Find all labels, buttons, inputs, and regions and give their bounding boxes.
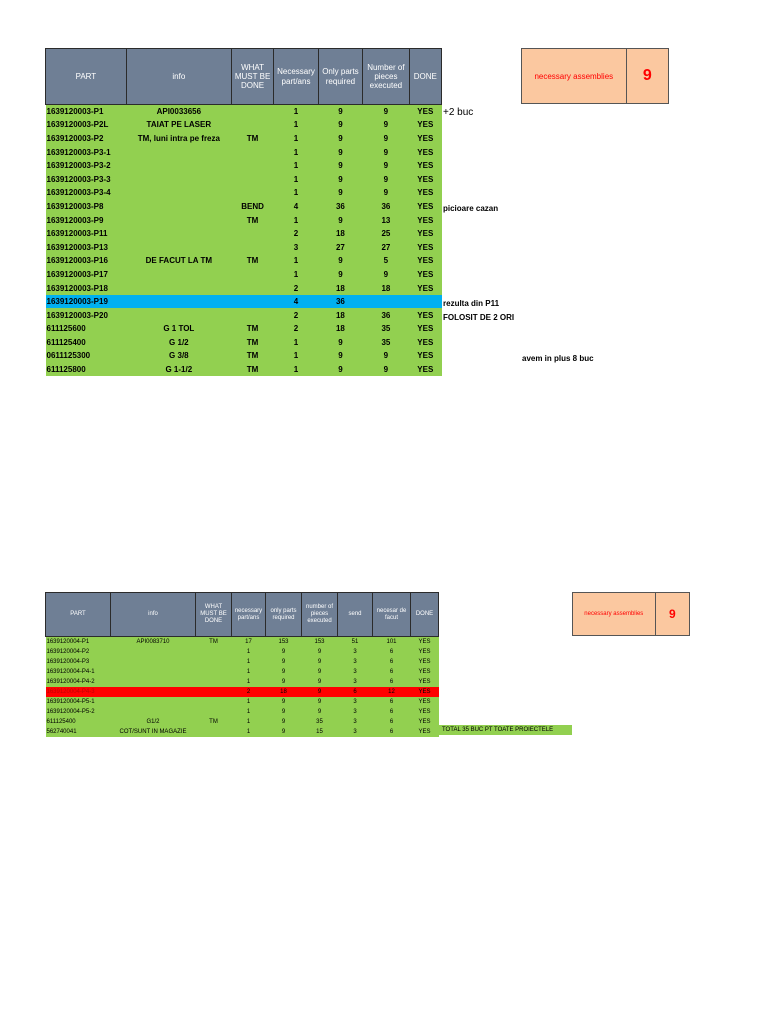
cell-necesar[interactable]: 12 [373,687,411,697]
cell-done[interactable]: YES [411,647,439,657]
header-info[interactable]: info [111,593,196,637]
table-row [46,727,439,737]
cell-nec[interactable]: 1 [274,172,318,186]
cell-what[interactable] [196,727,232,737]
cell-num[interactable]: 25 [363,227,409,241]
cell-done[interactable]: YES [411,697,439,707]
cell-nec[interactable]: 1 [274,132,318,146]
table-row [46,105,442,119]
table-row [46,349,442,363]
cell-send[interactable]: 3 [338,717,373,727]
table-row [46,240,442,254]
cell-num[interactable]: 9 [363,172,409,186]
cell-part[interactable]: 1639120003-P18 [46,281,127,295]
cell-nec[interactable]: 1 [274,349,318,363]
cell-done[interactable]: YES [409,145,441,159]
cell-nec[interactable]: 3 [274,240,318,254]
cell-what[interactable] [231,159,273,173]
cell-info[interactable] [126,200,231,214]
cell-nec[interactable]: 2 [274,322,318,336]
cell-only[interactable]: 18 [318,322,362,336]
cell-num[interactable]: 9 [302,677,338,687]
cell-part[interactable]: 1639120003-P11 [46,227,127,241]
cell-what[interactable]: TM [231,254,273,268]
cell-nec[interactable]: 2 [274,308,318,322]
cell-send[interactable]: 6 [338,687,373,697]
cell-nec[interactable]: 1 [274,105,318,119]
cell-what[interactable]: TM [196,717,232,727]
cell-only[interactable]: 36 [318,295,362,309]
cell-num[interactable]: 13 [363,213,409,227]
cell-necesar[interactable]: 6 [373,717,411,727]
table-row [46,132,442,146]
cell-send[interactable]: 3 [338,647,373,657]
header-info[interactable]: info [126,49,231,105]
cell-num[interactable]: 9 [363,186,409,200]
cell-done[interactable]: YES [409,322,441,336]
cell-part[interactable]: 1639120003-P3-1 [46,145,127,159]
cell-num[interactable]: 9 [302,707,338,717]
cell-only[interactable]: 9 [318,172,362,186]
cell-only[interactable]: 9 [318,268,362,282]
table-row [46,159,442,173]
cell-info[interactable]: G 1 TOL [126,322,231,336]
table-row [46,667,439,677]
table-row [46,118,442,132]
cell-only[interactable]: 9 [266,667,302,677]
cell-done[interactable]: YES [409,132,441,146]
cell-info[interactable] [126,186,231,200]
cell-done[interactable]: YES [409,200,441,214]
table-row [46,697,439,707]
cell-info[interactable]: G 3/8 [126,349,231,363]
necessary-assemblies-label[interactable]: necessary assemblies [573,593,656,635]
table-row [46,200,442,214]
cell-only[interactable]: 9 [266,697,302,707]
cell-done[interactable]: YES [409,227,441,241]
cell-only[interactable]: 18 [318,281,362,295]
cell-info[interactable] [126,308,231,322]
cell-num[interactable]: 9 [363,159,409,173]
cell-done[interactable]: YES [411,717,439,727]
cell-nec[interactable]: 1 [274,159,318,173]
cell-nec[interactable]: 1 [232,717,266,727]
cell-send[interactable]: 3 [338,657,373,667]
cell-part[interactable]: 611125800 [46,363,127,377]
table-row [46,213,442,227]
cell-done[interactable]: YES [411,637,439,647]
cell-nec[interactable]: 1 [232,647,266,657]
cell-only[interactable]: 9 [266,657,302,667]
cell-num[interactable]: 27 [363,240,409,254]
header-number-of-pieces-executed[interactable]: Number of pieces executed [363,49,409,105]
cell-part[interactable]: 1639120003-P17 [46,268,127,282]
table-row [46,254,442,268]
necessary-assemblies-box [521,48,669,104]
cell-only[interactable]: 9 [266,647,302,657]
cell-only[interactable]: 9 [318,254,362,268]
cell-nec[interactable]: 1 [232,667,266,677]
cell-part[interactable]: 1639120003-P8 [46,200,127,214]
note-avem-in-plus[interactable]: avem in plus 8 buc [522,354,594,363]
cell-what[interactable] [196,657,232,667]
cell-info[interactable]: API0033656 [126,105,231,119]
cell-info[interactable] [111,677,196,687]
cell-nec[interactable]: 1 [274,118,318,132]
cell-only[interactable]: 153 [266,637,302,647]
header-done[interactable]: DONE [409,49,441,105]
parts-table-2 [45,592,439,737]
cell-nec[interactable]: 1 [274,186,318,200]
cell-num[interactable]: 5 [363,254,409,268]
table-row [46,295,442,309]
cell-info[interactable]: G 1-1/2 [126,363,231,377]
header-necessary-part-ans[interactable]: necessary part/ans [232,593,266,637]
cell-num[interactable] [363,295,409,309]
cell-part[interactable]: 1639120003-P19 [46,295,127,309]
cell-done[interactable]: YES [409,172,441,186]
cell-only[interactable]: 9 [266,677,302,687]
cell-nec[interactable]: 1 [232,697,266,707]
cell-done[interactable]: YES [411,727,439,737]
cell-num[interactable]: 9 [302,647,338,657]
cell-info[interactable]: DE FACUT LA TM [126,254,231,268]
cell-part[interactable]: 1639120004-P4-3 [46,687,111,697]
cell-nec[interactable]: 1 [274,268,318,282]
cell-done[interactable]: YES [409,118,441,132]
cell-nec[interactable]: 1 [274,213,318,227]
cell-part[interactable]: 1639120003-P13 [46,240,127,254]
cell-part[interactable]: 0611125300 [46,349,127,363]
cell-what[interactable] [231,118,273,132]
table-row [46,707,439,717]
cell-num[interactable]: 9 [302,667,338,677]
cell-info[interactable] [111,687,196,697]
cell-only[interactable]: 9 [318,336,362,350]
cell-nec[interactable]: 1 [274,145,318,159]
header-part[interactable]: PART [46,593,111,637]
cell-what[interactable] [231,172,273,186]
cell-nec[interactable]: 4 [274,200,318,214]
cell-info[interactable] [111,707,196,717]
note-picioare-cazan[interactable]: picioare cazan [443,204,499,213]
cell-what[interactable] [196,677,232,687]
header-necesar-de-facut[interactable]: necesar de facut [373,593,411,637]
cell-part[interactable]: 1639120003-P9 [46,213,127,227]
cell-part[interactable]: 562740041 [46,727,111,737]
header-necessary-part-ans[interactable]: Necessary part/ans [274,49,318,105]
cell-nec[interactable]: 1 [232,677,266,687]
cell-part[interactable]: 611125600 [46,322,127,336]
cell-only[interactable]: 18 [318,227,362,241]
cell-what[interactable] [196,697,232,707]
cell-num[interactable]: 9 [302,657,338,667]
cell-part[interactable]: 1639120003-P16 [46,254,127,268]
cell-part[interactable]: 1639120004-P5-1 [46,697,111,707]
cell-info[interactable]: COT/SUNT IN MAGAZIE [111,727,196,737]
cell-what[interactable] [196,707,232,717]
table-row [46,363,442,377]
cell-info[interactable] [111,667,196,677]
cell-send[interactable]: 51 [338,637,373,647]
cell-only[interactable]: 9 [266,727,302,737]
header-number-of-pieces-executed[interactable]: number of pieces executed [302,593,338,637]
cell-nec[interactable]: 2 [232,687,266,697]
cell-done[interactable]: YES [409,159,441,173]
cell-part[interactable]: 611125400 [46,336,127,350]
cell-done[interactable]: YES [411,677,439,687]
cell-what[interactable] [231,105,273,119]
cell-what[interactable]: TM [231,349,273,363]
table-row [46,268,442,282]
cell-part[interactable]: 1639120004-P4-2 [46,677,111,687]
cell-num[interactable]: 9 [302,697,338,707]
note-rezulta-din-p11[interactable]: rezulta din P11 [443,299,500,308]
cell-necesar[interactable]: 6 [373,697,411,707]
cell-nec[interactable]: 1 [274,363,318,377]
cell-only[interactable]: 9 [318,118,362,132]
table-row [46,717,439,727]
necessary-assemblies-label[interactable]: necessary assemblies [522,49,627,103]
cell-num[interactable]: 15 [302,727,338,737]
cell-part[interactable]: 1639120003-P3-3 [46,172,127,186]
cell-num[interactable]: 9 [363,268,409,282]
cell-info[interactable] [111,697,196,707]
cell-part[interactable]: 1639120003-P3-2 [46,159,127,173]
cell-what[interactable]: TM [231,363,273,377]
cell-what[interactable]: TM [231,322,273,336]
cell-send[interactable]: 3 [338,707,373,717]
cell-what[interactable] [231,227,273,241]
cell-what[interactable]: BEND [231,200,273,214]
cell-num[interactable]: 36 [363,308,409,322]
table-header-row [46,49,442,105]
cell-done[interactable]: YES [409,308,441,322]
cell-done[interactable]: YES [409,240,441,254]
table-row [46,677,439,687]
cell-nec[interactable]: 1 [232,707,266,717]
cell-num[interactable]: 9 [363,132,409,146]
cell-what[interactable] [231,186,273,200]
cell-what[interactable] [196,647,232,657]
cell-part[interactable]: 1639120003-P20 [46,308,127,322]
cell-what[interactable] [231,145,273,159]
necessary-assemblies-box-2 [572,592,690,636]
cell-done[interactable]: YES [411,687,439,697]
cell-only[interactable]: 18 [318,308,362,322]
cell-part[interactable]: 1639120004-P3 [46,657,111,667]
cell-necesar[interactable]: 6 [373,727,411,737]
cell-only[interactable]: 27 [318,240,362,254]
cell-num[interactable]: 36 [363,200,409,214]
cell-done[interactable]: YES [411,657,439,667]
cell-done[interactable]: YES [409,186,441,200]
cell-nec[interactable]: 4 [274,295,318,309]
cell-part[interactable]: 1639120004-P2 [46,647,111,657]
cell-num[interactable]: 35 [363,322,409,336]
cell-only[interactable]: 9 [318,145,362,159]
cell-part[interactable]: 1639120004-P5-2 [46,707,111,717]
cell-what[interactable]: TM [196,637,232,647]
cell-only[interactable]: 9 [318,363,362,377]
cell-info[interactable]: TM, luni intra pe freza [126,132,231,146]
cell-part[interactable]: 1639120004-P1 [46,637,111,647]
cell-nec[interactable]: 17 [232,637,266,647]
cell-info[interactable]: API0083710 [111,637,196,647]
cell-necesar[interactable]: 6 [373,647,411,657]
cell-only[interactable]: 9 [266,707,302,717]
cell-part[interactable]: 1639120003-P1 [46,105,127,119]
cell-info[interactable] [111,657,196,667]
cell-info[interactable]: TAIAT PE LASER [126,118,231,132]
table-row [46,336,442,350]
cell-necesar[interactable]: 6 [373,677,411,687]
cell-what[interactable] [196,687,232,697]
cell-only[interactable]: 9 [318,349,362,363]
cell-info[interactable] [126,240,231,254]
note-plus-2-buc[interactable]: +2 buc [443,107,474,118]
cell-only[interactable]: 36 [318,200,362,214]
header-only-parts-required[interactable]: only parts required [266,593,302,637]
cell-done[interactable]: YES [409,105,441,119]
cell-nec[interactable]: 2 [274,227,318,241]
cell-done[interactable]: YES [409,213,441,227]
table-row [46,145,442,159]
parts-table-1 [45,48,442,376]
table-row [46,322,442,336]
table-row [46,172,442,186]
cell-done[interactable] [409,295,441,309]
header-only-parts-required[interactable]: Only parts required [318,49,362,105]
cell-num[interactable]: 9 [363,145,409,159]
cell-info[interactable] [126,268,231,282]
cell-send[interactable]: 3 [338,667,373,677]
cell-what[interactable] [231,308,273,322]
cell-only[interactable]: 9 [318,213,362,227]
table-body [46,637,439,738]
cell-info[interactable] [126,227,231,241]
necessary-assemblies-value[interactable]: 9 [668,607,676,621]
cell-num[interactable]: 9 [363,349,409,363]
cell-done[interactable]: YES [411,667,439,677]
cell-done[interactable]: YES [411,707,439,717]
table-row [46,308,442,322]
necessary-assemblies-value[interactable]: 9 [642,67,652,84]
cell-num[interactable]: 9 [363,105,409,119]
cell-info[interactable] [126,172,231,186]
cell-send[interactable]: 3 [338,697,373,707]
cell-only[interactable]: 9 [318,132,362,146]
cell-num[interactable]: 9 [363,118,409,132]
cell-only[interactable]: 9 [318,105,362,119]
cell-necesar[interactable]: 6 [373,657,411,667]
cell-info[interactable] [111,647,196,657]
cell-num[interactable]: 153 [302,637,338,647]
cell-what[interactable] [231,240,273,254]
cell-info[interactable] [126,213,231,227]
cell-info[interactable]: G 1/2 [126,336,231,350]
header-what-must-be-done[interactable]: WHAT MUST BE DONE [196,593,232,637]
cell-send[interactable]: 3 [338,727,373,737]
cell-nec[interactable]: 1 [274,336,318,350]
cell-what[interactable] [231,281,273,295]
header-part[interactable]: PART [46,49,127,105]
cell-done[interactable]: YES [409,363,441,377]
cell-what[interactable]: TM [231,213,273,227]
table-row [46,647,439,657]
cell-what[interactable]: TM [231,132,273,146]
cell-part[interactable]: 611125400 [46,717,111,727]
cell-only[interactable]: 18 [266,687,302,697]
cell-part[interactable]: 1639120003-P2L [46,118,127,132]
cell-info[interactable] [126,281,231,295]
cell-done[interactable]: YES [409,349,441,363]
cell-only[interactable]: 9 [318,159,362,173]
cell-only[interactable]: 9 [318,186,362,200]
cell-num[interactable]: 18 [363,281,409,295]
cell-done[interactable]: YES [409,254,441,268]
table-row [46,186,442,200]
cell-done[interactable]: YES [409,336,441,350]
table-header-row [46,593,439,637]
cell-done[interactable]: YES [409,268,441,282]
cell-part[interactable]: 1639120004-P4-1 [46,667,111,677]
note-folosit-de-2-ori[interactable]: FOLOSIT DE 2 ORI [443,313,515,322]
header-what-must-be-done[interactable]: WHAT MUST BE DONE [231,49,273,105]
table-row [46,687,439,697]
cell-num[interactable]: 35 [302,717,338,727]
cell-num[interactable]: 9 [363,363,409,377]
table-row [46,227,442,241]
cell-num[interactable]: 35 [363,336,409,350]
cell-necesar[interactable]: 6 [373,707,411,717]
header-done[interactable]: DONE [411,593,439,637]
cell-only[interactable]: 9 [266,717,302,727]
cell-what[interactable] [231,268,273,282]
cell-send[interactable]: 3 [338,677,373,687]
cell-num[interactable]: 9 [302,687,338,697]
cell-done[interactable]: YES [409,281,441,295]
cell-info[interactable] [126,159,231,173]
cell-part[interactable]: 1639120003-P2 [46,132,127,146]
cell-what[interactable] [196,667,232,677]
cell-what[interactable]: TM [231,336,273,350]
cell-what[interactable] [231,295,273,309]
cell-info[interactable] [126,295,231,309]
cell-info[interactable] [126,145,231,159]
table-row [46,281,442,295]
cell-necesar[interactable]: 6 [373,667,411,677]
note-total-35-buc[interactable]: TOTAL 35 BUC PT TOATE PROIECTELE [438,725,572,735]
table-row [46,637,439,647]
cell-nec[interactable]: 2 [274,281,318,295]
header-send[interactable]: send [338,593,373,637]
cell-nec[interactable]: 1 [274,254,318,268]
cell-part[interactable]: 1639120003-P3-4 [46,186,127,200]
cell-nec[interactable]: 1 [232,727,266,737]
cell-nec[interactable]: 1 [232,657,266,667]
cell-info[interactable]: G1/2 [111,717,196,727]
cell-necesar[interactable]: 101 [373,637,411,647]
table-row [46,657,439,667]
table-body [46,105,442,377]
